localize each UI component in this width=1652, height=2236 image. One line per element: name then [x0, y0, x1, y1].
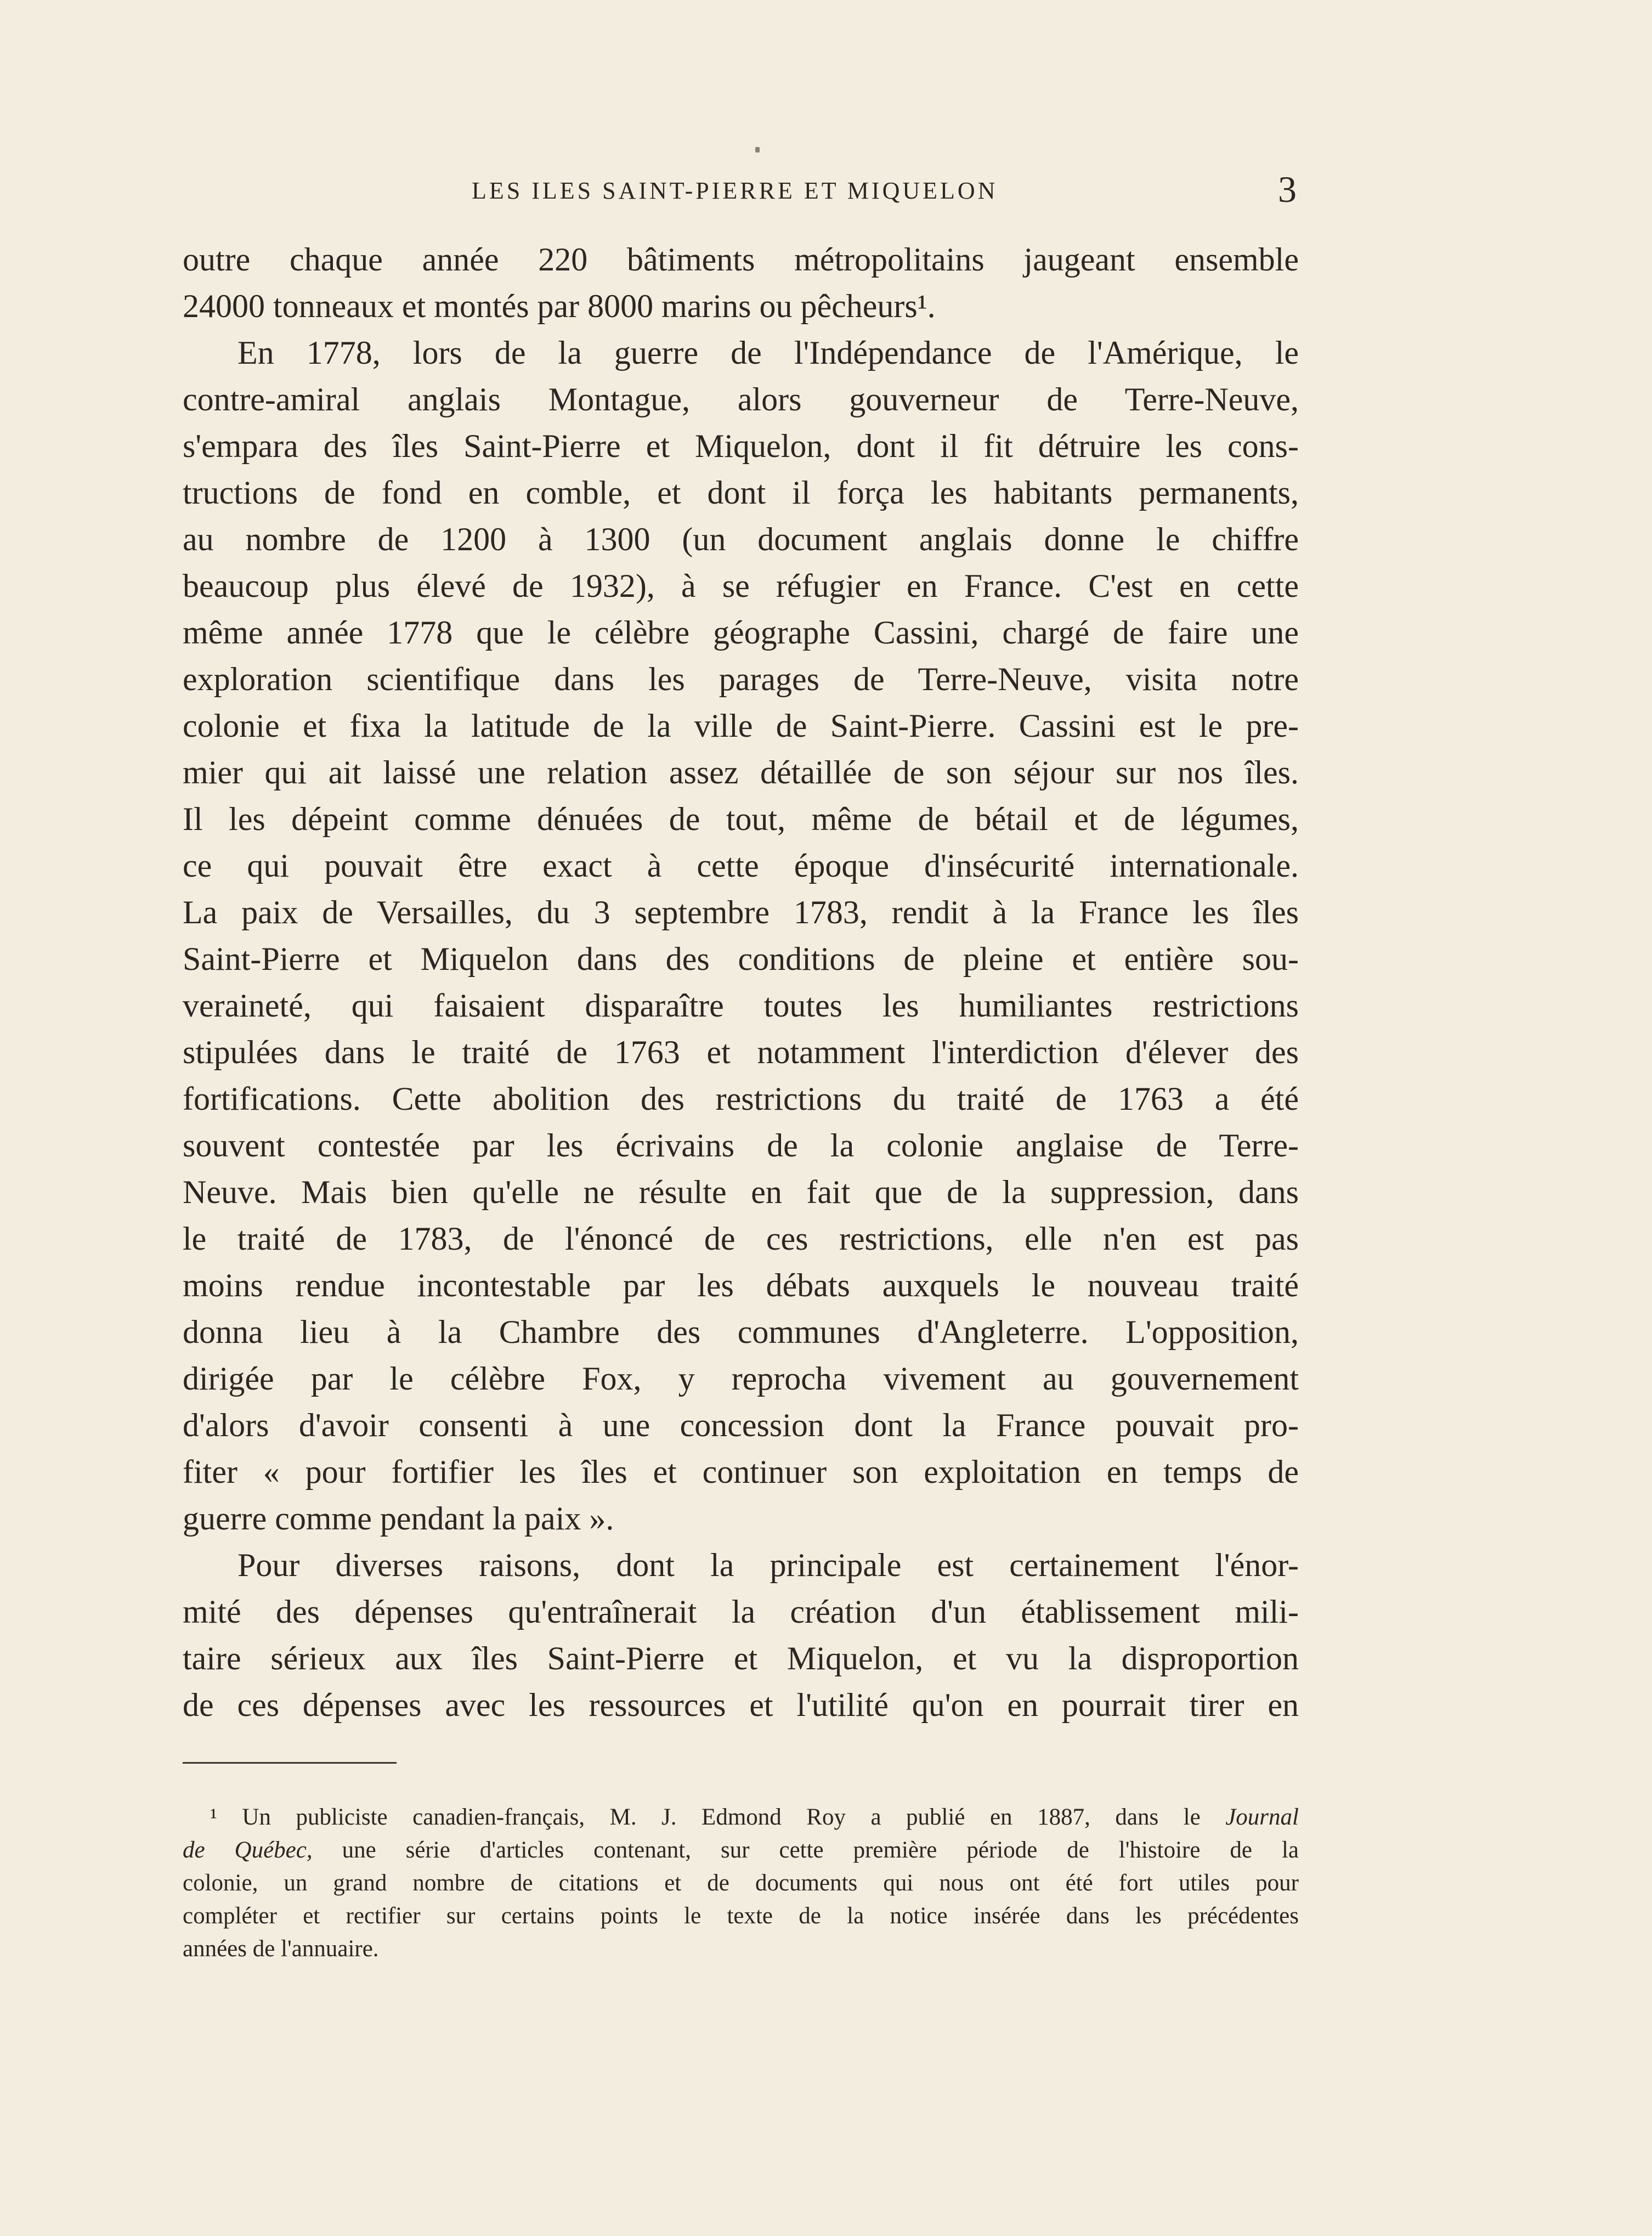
- text-line: En 1778, lors de la guerre de l'Indépendance de l'Amérique, le: [237, 335, 1299, 371]
- text-line: guerre comme pendant la paix ».: [183, 1500, 614, 1537]
- footnote-italic: de Québec,: [183, 1837, 313, 1863]
- text-line: moins rendue incontestable par les débats auxquels le nouveau traité: [183, 1267, 1299, 1303]
- text-line: mité des dépenses qu'entraînerait la création d'un établissement mili-: [183, 1594, 1299, 1630]
- text-line: exploration scientifique dans les parages de Terre-Neuve, visita notre: [183, 661, 1299, 697]
- text-line: Pour diverses raisons, dont la principale est certainement l'énor-: [237, 1547, 1299, 1583]
- text-line: 24000 tonneaux et montés par 8000 marins ou pêcheurs¹.: [183, 288, 936, 324]
- text-line: souvent contestée par les écrivains de la colonie anglaise de Terre-: [183, 1127, 1299, 1164]
- text-line: fiter « pour fortifier les îles et continuer son exploitation en temps de: [183, 1454, 1299, 1490]
- text-line: taire sérieux aux îles Saint-Pierre et Miquelon, et vu la disproportion: [183, 1640, 1299, 1676]
- text-line: outre chaque année 220 bâtiments métropolitains jaugeant ensemble: [183, 241, 1299, 278]
- text-line: Neuve. Mais bien qu'elle ne résulte en fait que de la suppression, dans: [183, 1174, 1299, 1210]
- text-line: au nombre de 1200 à 1300 (un document anglais donne le chiffre: [183, 521, 1299, 557]
- footnote-line: années de l'annuaire.: [183, 1936, 379, 1962]
- text-line: veraineté, qui faisaient disparaître toutes les humiliantes restrictions: [183, 987, 1299, 1024]
- footnote: [183, 1801, 1299, 1966]
- text-line: dirigée par le célèbre Fox, y reprocha vivement au gouvernement: [183, 1360, 1299, 1397]
- printer-mark: [755, 147, 760, 153]
- footnote-italic: Journal: [1225, 1804, 1299, 1830]
- text-line: ce qui pouvait être exact à cette époque d'insécurité internationale.: [183, 848, 1299, 884]
- text-line: La paix de Versailles, du 3 septembre 1783, rendit à la France les îles: [183, 894, 1299, 930]
- running-title: LES ILES SAINT-PIERRE ET MIQUELON: [472, 177, 998, 204]
- text-line: colonie et fixa la latitude de la ville de Saint-Pierre. Cassini est le pre-: [183, 708, 1299, 744]
- footnote-line: compléter et rectifier sur certains points le texte de la notice insérée dans les précédentes: [183, 1903, 1299, 1929]
- page-number: 3: [1278, 168, 1297, 210]
- text-line: stipulées dans le traité de 1763 et notamment l'interdiction d'élever des: [183, 1034, 1299, 1070]
- text-line: même année 1778 que le célèbre géographe Cassini, chargé de faire une: [183, 614, 1299, 651]
- text-line: fortifications. Cette abolition des restrictions du traité de 1763 a été: [183, 1081, 1299, 1117]
- text-line: s'empara des îles Saint-Pierre et Miquelon, dont il fit détruire les cons-: [183, 428, 1299, 464]
- footnote-text: une série d'articles contenant, sur cette première période de l'histoire de la: [312, 1837, 1299, 1863]
- text-line: le traité de 1783, de l'énoncé de ces restrictions, elle n'en est pas: [183, 1221, 1299, 1257]
- text-line: de ces dépenses avec les ressources et l'utilité qu'on en pourrait tirer en: [183, 1687, 1299, 1723]
- text-line: Saint-Pierre et Miquelon dans des conditions de pleine et entière sou-: [183, 941, 1299, 977]
- footnote-line: [183, 1834, 1299, 1867]
- body-text: [183, 236, 1299, 1729]
- text-line: beaucoup plus élevé de 1932), à se réfugier en France. C'est en cette: [183, 568, 1299, 604]
- text-line: tructions de fond en comble, et dont il força les habitants permanents,: [183, 475, 1299, 511]
- text-line: Il les dépeint comme dénuées de tout, même de bétail et de légumes,: [183, 801, 1299, 837]
- footnote-text: ¹ Un publiciste canadien-français, M. J. Edmond Roy a publié en 1887, dans le: [210, 1804, 1226, 1830]
- footnote-separator: [183, 1762, 397, 1764]
- text-line: d'alors d'avoir consenti à une concession dont la France pouvait pro-: [183, 1407, 1299, 1443]
- text-line: contre-amiral anglais Montague, alors gouverneur de Terre-Neuve,: [183, 381, 1299, 417]
- text-line: donna lieu à la Chambre des communes d'Angleterre. L'opposition,: [183, 1314, 1299, 1350]
- footnote-line: [183, 1801, 1299, 1834]
- text-line: mier qui ait laissé une relation assez détaillée de son séjour sur nos îles.: [183, 754, 1299, 790]
- footnote-line: colonie, un grand nombre de citations et de documents qui nous ont été fort utiles pour: [183, 1870, 1299, 1896]
